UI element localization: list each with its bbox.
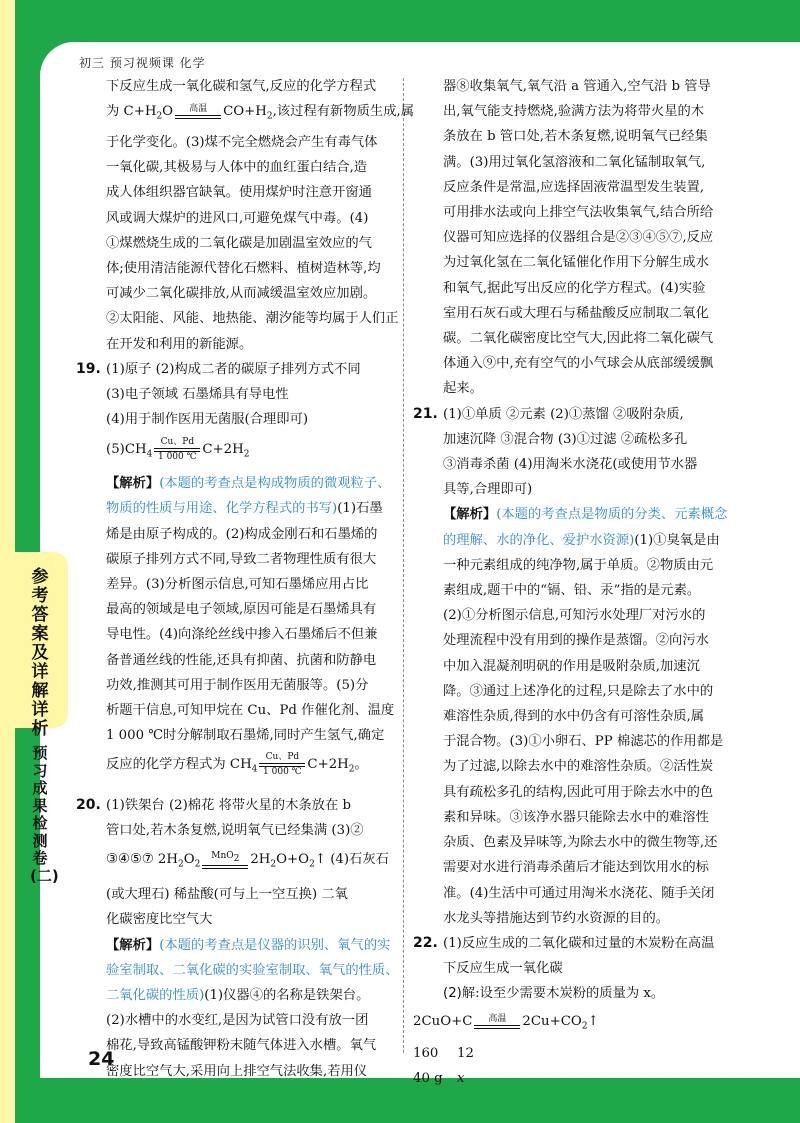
text-line: 可减少二氧化碳排放,从而减缓温室效应加剧。 bbox=[106, 286, 377, 302]
ratio-line: 40 g x bbox=[413, 1071, 465, 1087]
text-line: 于化学变化。(3)煤不完全燃烧会产生有毒气体 bbox=[106, 135, 378, 151]
section-label: 预习成果检测卷(二) bbox=[30, 744, 59, 885]
text-line: 备普通丝线的性能,还具有抑菌、抗菌和防静电 bbox=[106, 652, 377, 668]
text-line: 和氧气,据此写出反应的化学方程式。(4)实验 bbox=[443, 280, 706, 296]
analysis-line: 的理解、水的净化、爱护水资源)(1)①臭氧是由 bbox=[443, 532, 720, 548]
text-line: 一种元素组成的纯净物,属于单质。②物质由元 bbox=[443, 557, 714, 573]
question-number: 22. bbox=[413, 934, 438, 951]
text-line: 在开发和利用的新能源。 bbox=[106, 336, 253, 352]
running-head: 初三 预习视频课 化学 bbox=[79, 56, 206, 70]
text-line: 满。(3)用过氧化氢溶液和二氧化锰制取氧气, bbox=[443, 154, 706, 170]
answer-line: (1)①单质 ②元素 (2)①蒸馏 ②吸附杂质, bbox=[443, 406, 684, 422]
text-line: 杂质、色素及异味等,为除去水中的微生物等,还 bbox=[443, 835, 718, 851]
text-line: 风或调大煤炉的进风口,可避免煤气中毒。(4) bbox=[106, 210, 369, 226]
text-line: (2)水槽中的水变红,是因为试管口没有放一团 bbox=[106, 1013, 369, 1029]
analysis-line: 物质的性质与用途、化学方程式的书写)(1)石墨 bbox=[106, 501, 383, 517]
text-line: ②太阳能、风能、地热能、潮汐能等均属于人们正 bbox=[106, 311, 399, 327]
answer-line: (1)原子 (2)构成二者的碳原子排列方式不同 bbox=[106, 361, 361, 377]
continued-answer bbox=[76, 74, 415, 357]
text-line: 差异。(3)分析图示信息,可知石墨烯应用占比 bbox=[106, 576, 369, 592]
question-20 bbox=[76, 793, 399, 1084]
question-number: 20. bbox=[76, 797, 101, 814]
question-22 bbox=[413, 931, 737, 1007]
text-line: 碳原子排列方式不同,导致二者物理性质有很大 bbox=[106, 551, 377, 567]
question-number: 21. bbox=[413, 405, 438, 422]
text-line: 素组成,题干中的“镉、铅、汞”指的是元素。 bbox=[443, 583, 701, 599]
text-line: 于混合物。(3)①小卵石、PP 棉滤芯的作用都是 bbox=[443, 734, 724, 750]
text-line: 烯是由原子构成的。(2)构成金刚石和石墨烯的 bbox=[106, 526, 378, 542]
text-line: (2)①分析图示信息,可知污水处理厂对污水的 bbox=[443, 608, 706, 624]
text-line: 降。③通过上述净化的过程,只是除去了水中的 bbox=[443, 683, 714, 699]
text-line: 需要对水进行消毒杀菌后才能达到饮用水的标 bbox=[443, 860, 709, 876]
text-line: 室用石灰石或大理石与稀盐酸反应制取二氧化 bbox=[443, 305, 709, 321]
ratio-line: 160 12 bbox=[413, 1046, 474, 1062]
right-column bbox=[413, 74, 737, 1092]
answer-line: 具等,合理即可) bbox=[443, 482, 533, 498]
analysis-line: 【解析】(本题的考查点是仪器的识别、氧气的实 bbox=[106, 937, 391, 953]
equation-line: 2CuO+C 高温 $2Cu+CO_2↑$ bbox=[413, 1013, 599, 1032]
left-column bbox=[76, 74, 415, 1084]
text-line: 难溶性杂质,得到的水中仍含有可溶性杂质,属 bbox=[443, 709, 705, 725]
analysis-line: 【解析】(本题的考查点是物质的分类、元素概念 bbox=[443, 507, 728, 523]
analysis-tag: 【解析】 bbox=[106, 476, 160, 492]
question-21 bbox=[413, 402, 737, 931]
text-line: 体;使用清洁能源代替化石燃料、植树造林等,均 bbox=[106, 261, 381, 277]
text-line: 为过氧化氢在二氧化锰催化作用下分解生成水 bbox=[443, 255, 709, 271]
answer-line: 化碳密度比空气大 bbox=[106, 912, 213, 928]
analysis-line: 二氧化碳的性质)(1)仪器④的名称是铁架台。 bbox=[106, 987, 370, 1003]
equation-line: $(5)CH_4 \frac{Cu、Pd}{1 000 ℃} C+2H_2$ bbox=[106, 436, 250, 462]
text-line: 1 000 ℃时分解制取石墨烯,同时产生氢气,确定 bbox=[106, 728, 385, 744]
answer-line: (2)解:设至少需要木炭粉的质量为 x。 bbox=[443, 986, 665, 1002]
text-line: 一氧化碳,其极易与人体中的血红蛋白结合,造 bbox=[106, 160, 368, 176]
answer-line: (3)电子领域 石墨烯具有导电性 bbox=[106, 387, 289, 403]
text-line: 体通入⑨中,充有空气的小气球会从底部缓缓飘 bbox=[443, 356, 714, 372]
answer-line: (或大理石) 稀盐酸(可与上一空互换) 二氧 bbox=[106, 887, 348, 903]
text-line: 起来。 bbox=[443, 381, 483, 397]
page-number: 24 bbox=[88, 1048, 115, 1070]
text-line: 导电性。(4)向涤纶丝线中掺入石墨烯后不但兼 bbox=[106, 627, 378, 643]
text-line: 最高的领域是电子领域,原因可能是石墨烯具有 bbox=[106, 602, 377, 618]
text-line: 水龙头等措施达到节约水资源的目的。 bbox=[443, 910, 670, 926]
equation-line: 为 $C+H_2O$ 高温 $CO+H_2$,该过程有新物质生成,属 bbox=[106, 104, 415, 122]
reaction-arrow: 高温 bbox=[175, 104, 221, 119]
question-19 bbox=[76, 357, 394, 787]
solution-block bbox=[413, 1007, 737, 1092]
text-line: 素和异味。③该净水器只能除去水中的难溶性 bbox=[443, 809, 709, 825]
reaction-arrow: 高温 bbox=[474, 1014, 520, 1029]
text-line: 处理流程中没有用到的操作是蒸馏。②向污水 bbox=[443, 633, 709, 649]
reaction-arrow: $\frac{Cu、Pd}{1 000 ℃}$ bbox=[259, 752, 305, 777]
text-line: 反应条件是常温,应选择固液常温型发生装置, bbox=[443, 179, 705, 195]
text-line: 棉花,导致高锰酸钾粉末随气体进入水槽。氧气 bbox=[106, 1038, 377, 1054]
question-number: 19. bbox=[76, 360, 101, 377]
answer-tab-label: 参考答案及详解详析 bbox=[31, 567, 49, 739]
column-divider bbox=[403, 78, 404, 1053]
answer-line: (4)用于制作医用无菌服(合理即可) bbox=[106, 412, 309, 428]
text-line: 仪器可知应选择的仪器组合是②③④⑤⑦,反应 bbox=[443, 230, 714, 246]
analysis-tag: 【解析】 bbox=[106, 937, 160, 953]
analysis-line: 验室制取、二氧化碳的实验室制取、氧气的性质、 bbox=[106, 962, 399, 978]
answer-line: (1)铁架台 (2)棉花 将带火星的木条放在 b bbox=[106, 798, 352, 814]
text-line: 碳。二氧化碳密度比空气大,因此将二氧化碳气 bbox=[443, 331, 714, 347]
text-line: 出,氧气能支持燃烧,验满方法为将带火星的木 bbox=[443, 104, 705, 120]
answer-line: 管口处,若木条复燃,说明氧气已经集满 (3)② bbox=[106, 823, 364, 839]
equation-line: 反应的化学方程式为 $CH_4 \frac{Cu、Pd}{1 000 ℃} C+2H_2$。 bbox=[106, 752, 368, 778]
answer-line: ③消毒杀菌 (4)用淘米水浇花(或使用节水器 bbox=[443, 457, 698, 473]
text-line: 可用排水法或向上排空气法收集氧气,结合所给 bbox=[443, 205, 714, 221]
equation-line: ③④⑤⑦ $2H_2O_2MnO_2$ $2H_2O+O_2↑$ (4)石灰石 bbox=[106, 851, 389, 871]
answer-line: 加速沉降 ③混合物 (3)①过滤 ②疏松多孔 bbox=[443, 431, 688, 447]
analysis-tag: 【解析】 bbox=[443, 507, 497, 523]
text-line: 条放在 b 管口处,若木条复燃,说明氧气已经集 bbox=[443, 129, 708, 145]
analysis-line: 【解析】(本题的考查点是构成物质的微观粒子、 bbox=[106, 476, 391, 492]
text-line: 为了过滤,以除去水中的难溶性杂质。②活性炭 bbox=[443, 759, 714, 775]
text-line: 器⑧收集氧气,氧气沿 a 管通入,空气沿 b 管导 bbox=[443, 79, 711, 94]
text-line: 密度比空气大,采用向上排空气法收集,若用仪 bbox=[106, 1063, 368, 1079]
text-line: 成人体组织器官缺氧。使用煤炉时注意开窗通 bbox=[106, 185, 372, 201]
text-line: 析题干信息,可知甲烷在 Cu、Pd 作催化剂、温度 bbox=[106, 702, 395, 718]
text-line: ①煤燃烧生成的二氧化碳是加剧温室效应的气 bbox=[106, 235, 372, 251]
text-line: 中加入混凝剂明矾的作用是吸附杂质,加速沉 bbox=[443, 658, 700, 674]
continued-analysis bbox=[413, 74, 737, 402]
answer-line: (1)反应生成的二氧化碳和过量的木炭粉在高温 bbox=[443, 935, 715, 951]
reaction-arrow: MnO$_2$ bbox=[202, 851, 248, 869]
text-line: 功效,推测其可用于制作医用无菌服等。(5)分 bbox=[106, 677, 369, 693]
text-line: 准。(4)生活中可通过用淘米水浇花、随手关闭 bbox=[443, 885, 715, 901]
text-line: 具有疏松多孔的结构,因此可用于除去水中的色 bbox=[443, 784, 714, 800]
text-line: 下反应生成一氧化碳和氢气,反应的化学方程式 bbox=[106, 79, 377, 94]
reaction-arrow: $\frac{Cu、Pd}{1 000 ℃}$ bbox=[154, 437, 200, 462]
answer-line: 下反应生成一氧化碳 bbox=[443, 961, 563, 977]
